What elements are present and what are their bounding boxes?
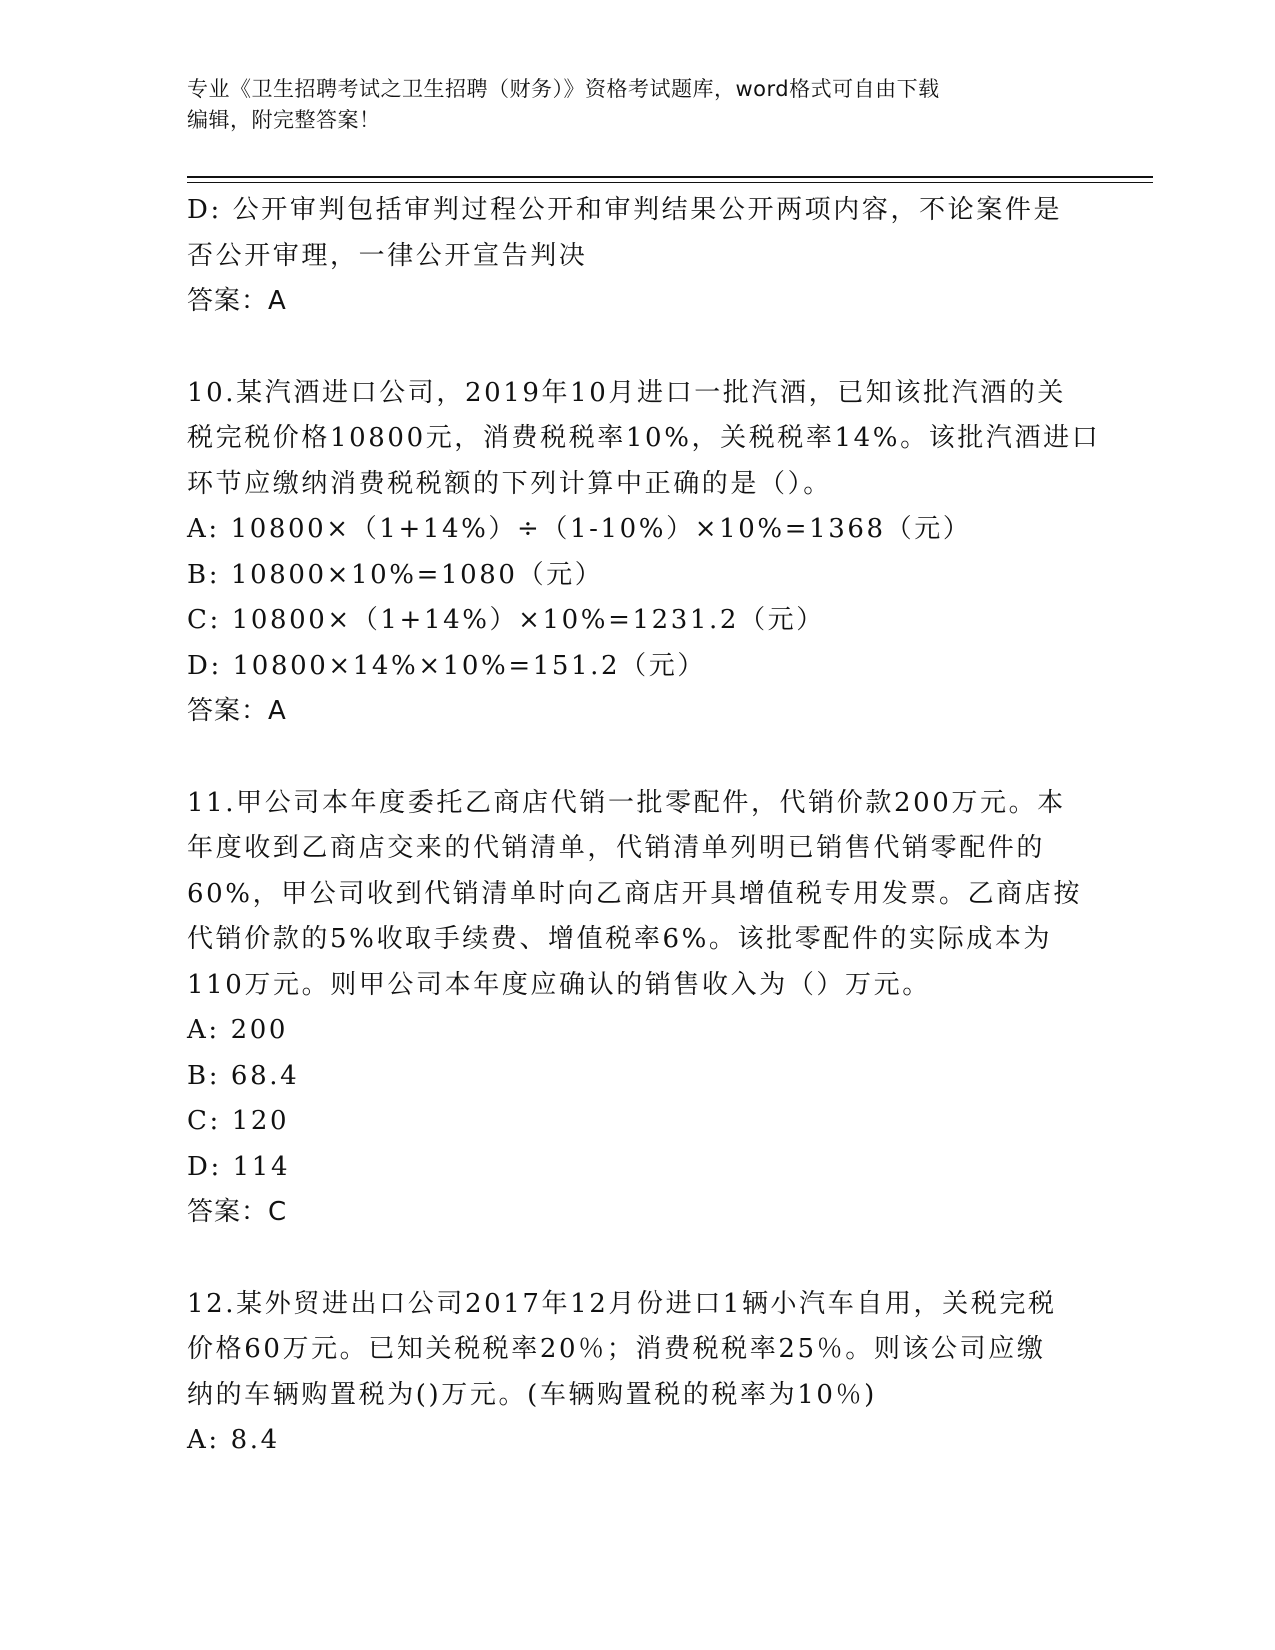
q12-stem-line-3: 纳的车辆购置税为()万元。(车辆购置税的税率为10％) [187, 1379, 877, 1410]
q10-option-a: A: 10800×（1+14%）÷（1-10%）×10%=1368（元） [187, 514, 972, 544]
spacer [187, 325, 1067, 371]
q11-stem-line-3: 60%，甲公司收到代销清单时向乙商店开具增值税专用发票。乙商店按 [187, 878, 1082, 909]
q9-answer: 答案：A [187, 286, 287, 316]
q9-option-d-line-2: 否公开审理，一律公开宣告判决 [187, 240, 588, 271]
question-12 [187, 1282, 1067, 1464]
question-9-tail [187, 188, 1067, 325]
q12-option-a: A: 8.4 [187, 1425, 280, 1455]
q11-stem-line-5: 110万元。则甲公司本年度应确认的销售收入为（）万元。 [187, 969, 931, 1000]
q9-option-d-line-1: D: 公开审判包括审判过程公开和审判结果公开两项内容，不论案件是 [187, 195, 1063, 225]
q12-stem-line-1: 12.某外贸进出口公司2017年12月份进口1辆小汽车自用，关税完税 [187, 1288, 1057, 1319]
q11-option-d: D: 114 [187, 1151, 291, 1182]
q11-stem-line-4: 代销价款的5%收取手续费、增值税率6%。该批零配件的实际成本为 [187, 924, 1053, 954]
header-divider-thin [187, 182, 1153, 183]
header-line-1: 专业《卫生招聘考试之卫生招聘（财务）》资格考试题库，word格式可自由下载 [187, 77, 940, 101]
q11-answer: 答案：C [187, 1197, 288, 1227]
q12-stem-line-2: 价格60万元。已知关税税率20％；消费税税率25％。则该公司应缴 [187, 1334, 1046, 1364]
q11-option-b: B: 68.4 [187, 1060, 300, 1091]
q11-stem-line-2: 年度收到乙商店交来的代销清单，代销清单列明已销售代销零配件的 [187, 833, 1046, 863]
q10-stem-line-3: 环节应缴纳消费税税额的下列计算中正确的是（）。 [187, 468, 832, 499]
q10-stem-line-1: 10.某汽酒进口公司，2019年10月进口一批汽酒，已知该批汽酒的关 [187, 377, 1067, 408]
question-10 [187, 371, 1101, 735]
question-content [187, 188, 1101, 1464]
q11-option-a: A: 200 [187, 1015, 289, 1045]
spacer [187, 735, 1067, 781]
q10-option-c: C: 10800×（1+14%）×10%=1231.2（元） [187, 605, 825, 635]
q10-answer: 答案：A [187, 696, 287, 726]
spacer [187, 1236, 1067, 1282]
q10-option-d: D: 10800×14%×10%=151.2（元） [187, 650, 706, 681]
q11-stem-line-1: 11.甲公司本年度委托乙商店代销一批零配件，代销价款200万元。本 [187, 787, 1066, 818]
q11-option-c: C: 120 [187, 1106, 290, 1136]
header-line-2: 编辑，附完整答案！ [187, 108, 381, 132]
q10-stem-line-2: 税完税价格10800元，消费税税率10%，关税税率14%。该批汽酒进口 [187, 423, 1101, 453]
header-divider-thick [187, 176, 1153, 178]
document-header [187, 74, 1087, 136]
q10-option-b: B: 10800×10%=1080（元） [187, 559, 604, 590]
question-11 [187, 781, 1082, 1236]
